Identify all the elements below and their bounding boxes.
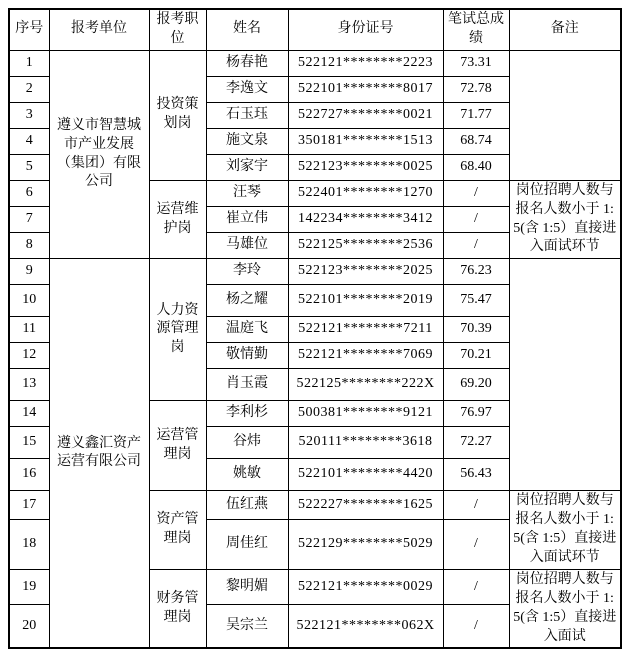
column-header-no: 序号 bbox=[9, 9, 49, 50]
id-number-cell: 522125********2536 bbox=[288, 233, 443, 259]
id-number-cell: 522121********062X bbox=[288, 605, 443, 649]
id-number-cell: 522101********4420 bbox=[288, 459, 443, 491]
header-row bbox=[9, 9, 621, 50]
score-cell: 68.74 bbox=[443, 128, 509, 154]
name-cell: 杨春艳 bbox=[206, 50, 288, 76]
id-number-cell: 522121********7211 bbox=[288, 317, 443, 343]
column-header-remark: 备注 bbox=[509, 9, 621, 50]
table-row bbox=[9, 259, 621, 285]
row-number-cell: 20 bbox=[9, 605, 49, 649]
row-number-cell: 14 bbox=[9, 401, 49, 427]
name-cell: 李利杉 bbox=[206, 401, 288, 427]
row-number-cell: 19 bbox=[9, 569, 49, 604]
row-number-cell: 16 bbox=[9, 459, 49, 491]
row-number-cell: 8 bbox=[9, 233, 49, 259]
name-cell: 温庭飞 bbox=[206, 317, 288, 343]
row-number-cell: 17 bbox=[9, 491, 49, 519]
name-cell: 周佳红 bbox=[206, 519, 288, 569]
score-cell: / bbox=[443, 519, 509, 569]
position-cell: 运营维护岗 bbox=[149, 180, 206, 259]
name-cell: 李玲 bbox=[206, 259, 288, 285]
id-number-cell: 522401********1270 bbox=[288, 180, 443, 206]
row-number-cell: 12 bbox=[9, 343, 49, 369]
name-cell: 谷炜 bbox=[206, 427, 288, 459]
name-cell: 李逸文 bbox=[206, 76, 288, 102]
score-cell: 70.39 bbox=[443, 317, 509, 343]
name-cell: 吴宗兰 bbox=[206, 605, 288, 649]
score-cell: 70.21 bbox=[443, 343, 509, 369]
name-cell: 汪琴 bbox=[206, 180, 288, 206]
row-number-cell: 7 bbox=[9, 206, 49, 232]
id-number-cell: 522125********222X bbox=[288, 369, 443, 401]
row-number-cell: 3 bbox=[9, 102, 49, 128]
row-number-cell: 2 bbox=[9, 76, 49, 102]
remark-cell bbox=[509, 50, 621, 180]
row-number-cell: 5 bbox=[9, 154, 49, 180]
position-cell: 财务管理岗 bbox=[149, 569, 206, 648]
row-number-cell: 9 bbox=[9, 259, 49, 285]
score-cell: 76.97 bbox=[443, 401, 509, 427]
name-cell: 肖玉霞 bbox=[206, 369, 288, 401]
id-number-cell: 522727********0021 bbox=[288, 102, 443, 128]
name-cell: 刘家宇 bbox=[206, 154, 288, 180]
id-number-cell: 522121********2223 bbox=[288, 50, 443, 76]
score-cell: 56.43 bbox=[443, 459, 509, 491]
remark-cell bbox=[509, 259, 621, 491]
id-number-cell: 520111********3618 bbox=[288, 427, 443, 459]
name-cell: 伍红燕 bbox=[206, 491, 288, 519]
score-cell: / bbox=[443, 569, 509, 604]
remark-cell: 岗位招聘人数与报名人数小于 1:5(含 1:5）直接进入面试环节 bbox=[509, 491, 621, 570]
id-number-cell: 142234********3412 bbox=[288, 206, 443, 232]
score-cell: 68.40 bbox=[443, 154, 509, 180]
name-cell: 敬情勤 bbox=[206, 343, 288, 369]
id-number-cell: 522121********7069 bbox=[288, 343, 443, 369]
id-number-cell: 500381********9121 bbox=[288, 401, 443, 427]
row-number-cell: 13 bbox=[9, 369, 49, 401]
position-cell: 投资策划岗 bbox=[149, 50, 206, 180]
row-number-cell: 10 bbox=[9, 285, 49, 317]
name-cell: 杨之耀 bbox=[206, 285, 288, 317]
id-number-cell: 522123********0025 bbox=[288, 154, 443, 180]
unit-cell: 遵义市智慧城市产业发展（集团）有限公司 bbox=[49, 50, 149, 259]
score-cell: / bbox=[443, 605, 509, 649]
score-cell: / bbox=[443, 233, 509, 259]
name-cell: 马雄位 bbox=[206, 233, 288, 259]
position-cell: 运营管理岗 bbox=[149, 401, 206, 491]
id-number-cell: 522121********0029 bbox=[288, 569, 443, 604]
score-cell: 69.20 bbox=[443, 369, 509, 401]
name-cell: 石玉珏 bbox=[206, 102, 288, 128]
remark-cell: 岗位招聘人数与报名人数小于 1:5(含 1:5）直接进入面试环节 bbox=[509, 180, 621, 259]
id-number-cell: 522101********2019 bbox=[288, 285, 443, 317]
score-cell: / bbox=[443, 180, 509, 206]
score-cell: / bbox=[443, 491, 509, 519]
score-cell: 76.23 bbox=[443, 259, 509, 285]
unit-cell: 遵义鑫汇资产运营有限公司 bbox=[49, 259, 149, 649]
column-header-score: 笔试总成绩 bbox=[443, 9, 509, 50]
row-number-cell: 1 bbox=[9, 50, 49, 76]
name-cell: 姚敏 bbox=[206, 459, 288, 491]
position-cell: 资产管理岗 bbox=[149, 491, 206, 570]
id-number-cell: 522123********2025 bbox=[288, 259, 443, 285]
id-number-cell: 522101********8017 bbox=[288, 76, 443, 102]
row-number-cell: 4 bbox=[9, 128, 49, 154]
score-cell: 72.78 bbox=[443, 76, 509, 102]
column-header-name: 姓名 bbox=[206, 9, 288, 50]
remark-cell: 岗位招聘人数与报名人数小于 1:5(含 1:5）直接进入面试 bbox=[509, 569, 621, 648]
id-number-cell: 522129********5029 bbox=[288, 519, 443, 569]
table-row bbox=[9, 50, 621, 76]
score-cell: 72.27 bbox=[443, 427, 509, 459]
column-header-id-number: 身份证号 bbox=[288, 9, 443, 50]
row-number-cell: 15 bbox=[9, 427, 49, 459]
score-cell: 75.47 bbox=[443, 285, 509, 317]
column-header-position: 报考职位 bbox=[149, 9, 206, 50]
row-number-cell: 6 bbox=[9, 180, 49, 206]
exam-results-table bbox=[8, 8, 622, 649]
name-cell: 施文泉 bbox=[206, 128, 288, 154]
id-number-cell: 350181********1513 bbox=[288, 128, 443, 154]
name-cell: 黎明媚 bbox=[206, 569, 288, 604]
score-cell: 71.77 bbox=[443, 102, 509, 128]
row-number-cell: 11 bbox=[9, 317, 49, 343]
column-header-unit: 报考单位 bbox=[49, 9, 149, 50]
row-number-cell: 18 bbox=[9, 519, 49, 569]
score-cell: / bbox=[443, 206, 509, 232]
position-cell: 人力资源管理岗 bbox=[149, 259, 206, 401]
score-cell: 73.31 bbox=[443, 50, 509, 76]
id-number-cell: 522227********1625 bbox=[288, 491, 443, 519]
name-cell: 崔立伟 bbox=[206, 206, 288, 232]
